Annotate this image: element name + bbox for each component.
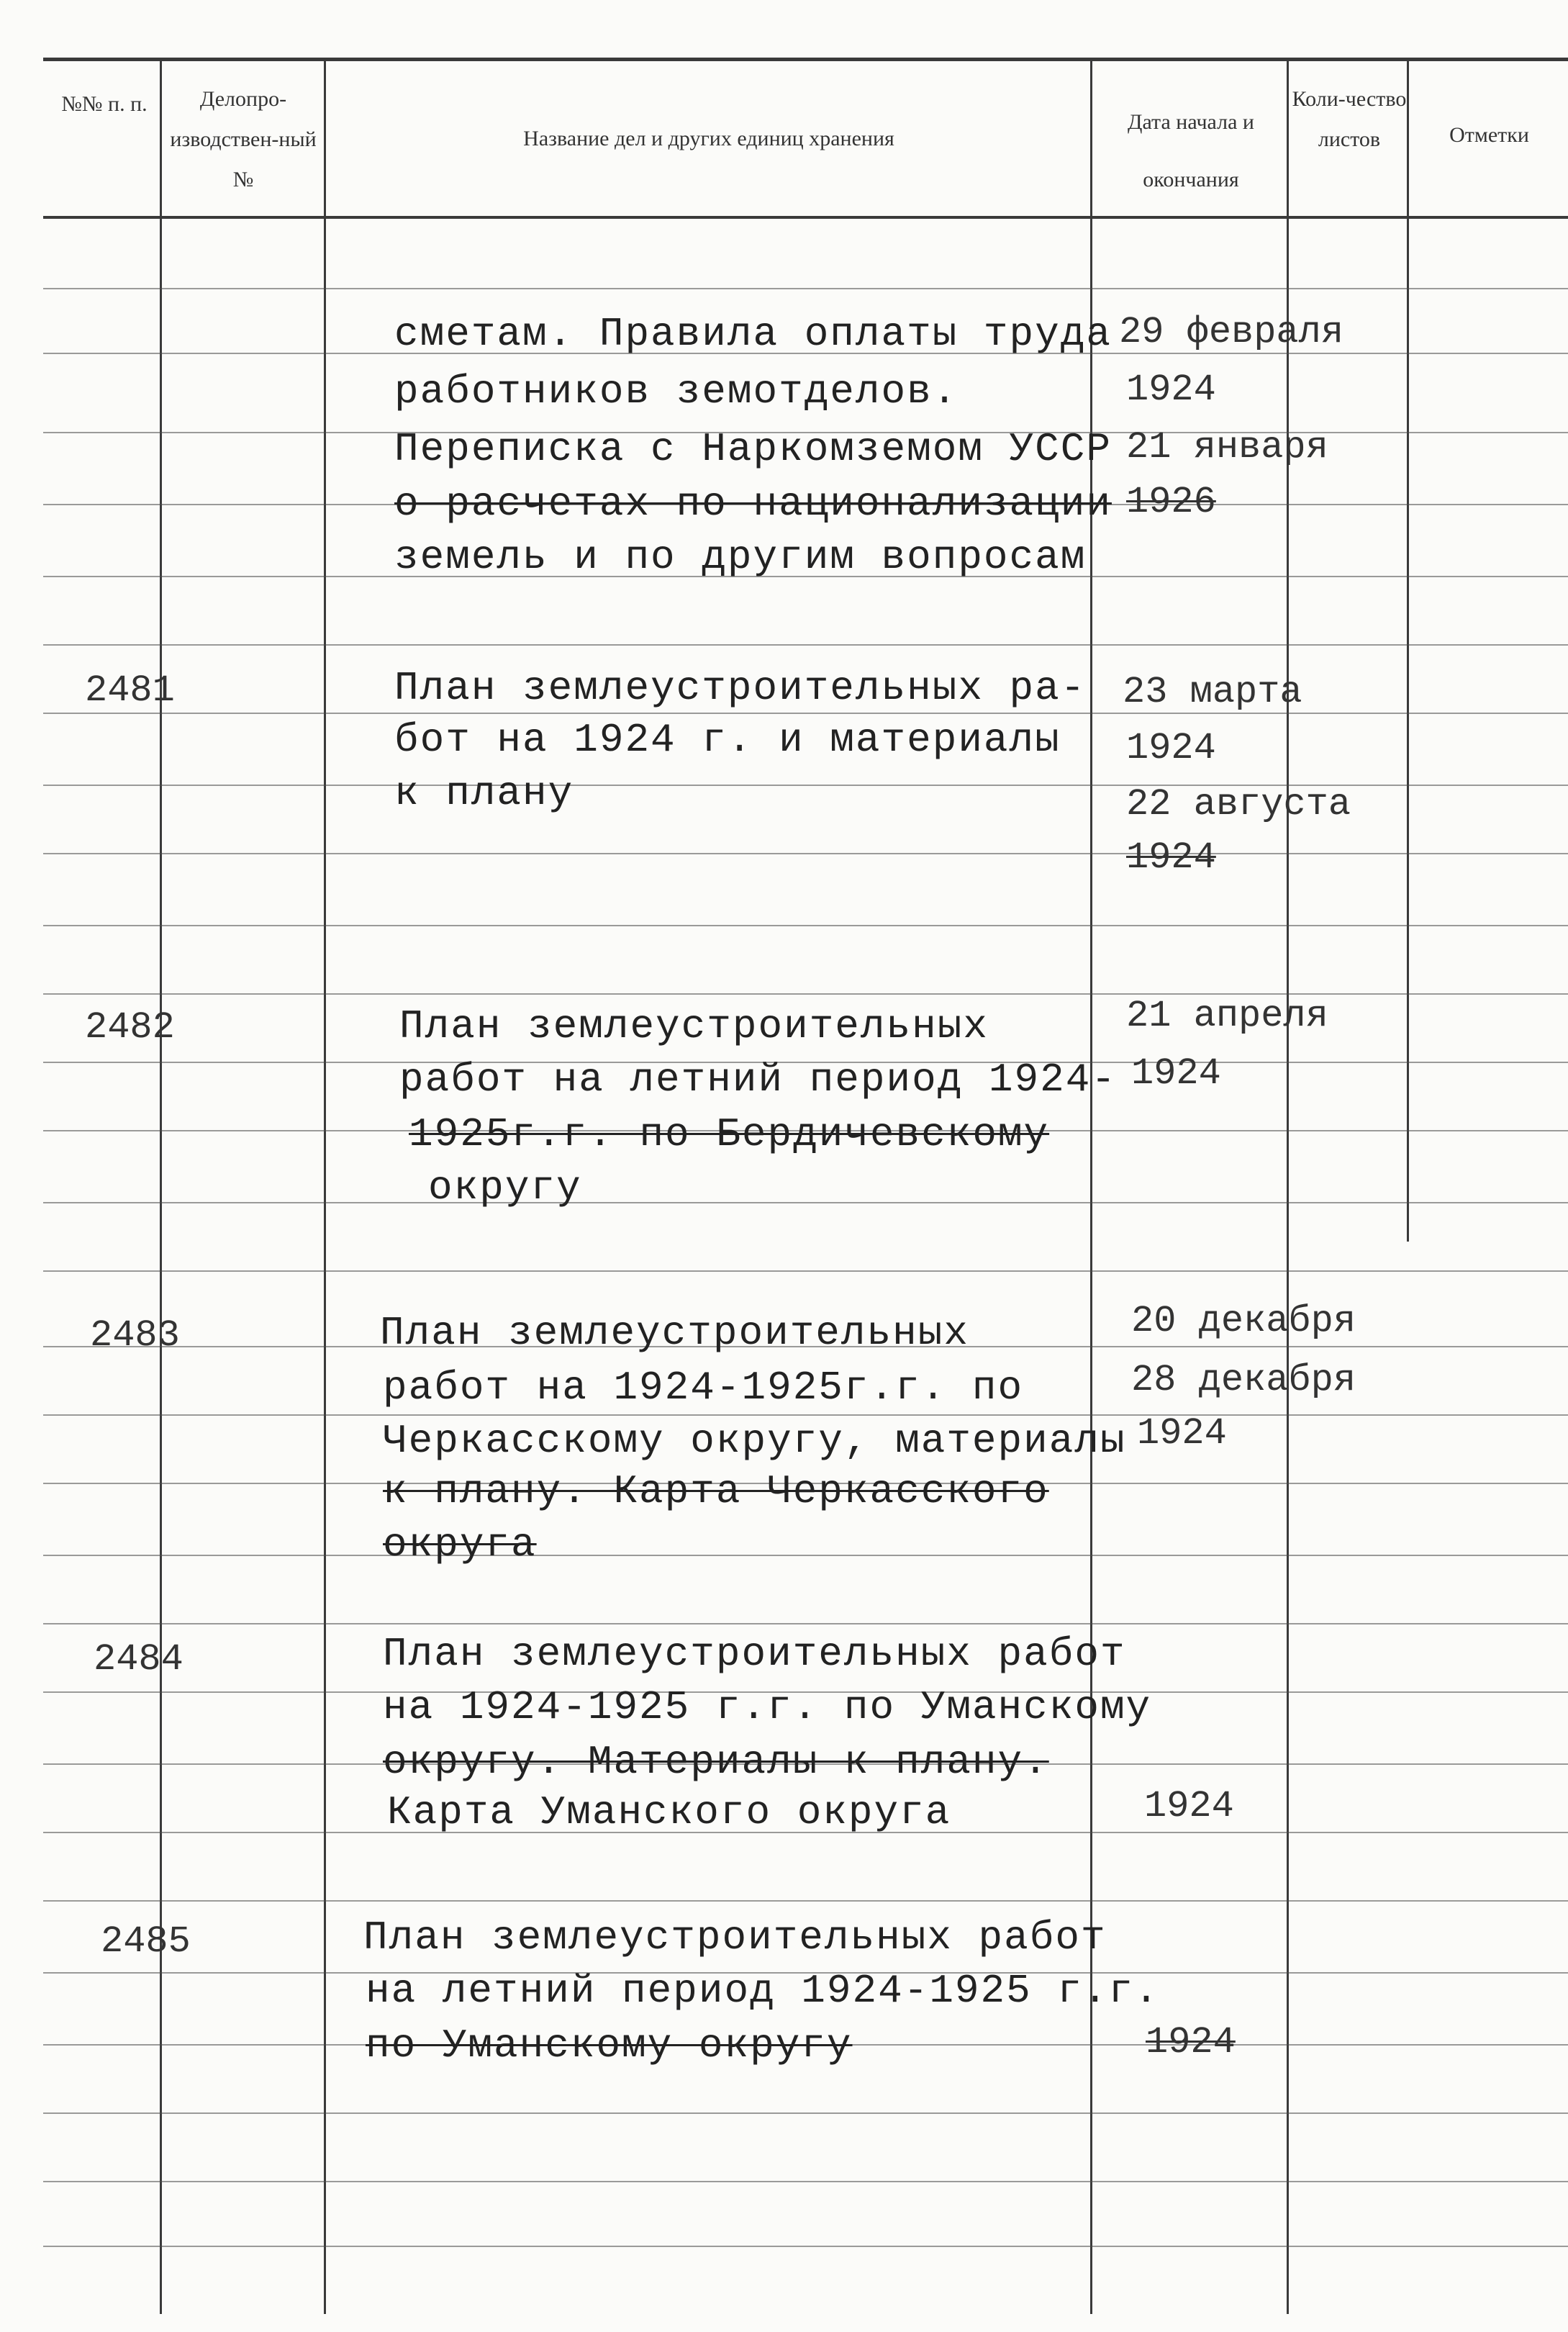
date-line: 22 августа — [1126, 783, 1351, 826]
ruled-line — [43, 2246, 1568, 2247]
date-line: 28 декабря — [1131, 1359, 1356, 1401]
item-number: 2483 — [90, 1314, 180, 1357]
date-line: 1924 — [1126, 727, 1216, 769]
header-top-rule — [43, 58, 1568, 61]
date-line: 1924 — [1126, 369, 1216, 411]
date-line: 20 декабря — [1131, 1300, 1356, 1342]
title-line: Черкасскому округу, материалы — [383, 1418, 1126, 1464]
title-line: земель и по другим вопросам — [394, 534, 1087, 580]
title-line: работ на летний период 1924- — [399, 1057, 1117, 1103]
date-line: 1924 — [1144, 1785, 1234, 1827]
ruled-line — [43, 1900, 1568, 1902]
col-divider-4 — [1287, 61, 1289, 2314]
ruled-line — [43, 853, 1568, 854]
date-line: 23 марта — [1123, 671, 1302, 713]
title-line: Переписка с Наркомземом УССР — [394, 426, 1112, 472]
ruled-line — [43, 713, 1568, 714]
title-line: к плану — [394, 770, 574, 816]
title-line: План землеустроительных — [399, 1003, 989, 1049]
ruled-line — [43, 1623, 1568, 1624]
header-bottom-rule — [43, 216, 1568, 219]
header-dates: Дата начала и окончания — [1128, 110, 1254, 191]
ruled-line — [43, 925, 1568, 926]
item-number: 2484 — [94, 1638, 183, 1681]
date-line: 1924 — [1137, 1412, 1227, 1455]
ruled-line — [43, 2112, 1568, 2114]
title-line: о расчетах по национализации — [394, 481, 1112, 527]
col-divider-1 — [160, 61, 162, 2314]
title-line: План землеустроительных работ — [363, 1915, 1107, 1961]
title-line: к плану. Карта Черкасского — [383, 1468, 1049, 1514]
ruled-line — [43, 1270, 1568, 1272]
ruled-line — [43, 1414, 1568, 1416]
item-number: 2482 — [85, 1006, 175, 1049]
title-line: План землеустроительных ра- — [394, 665, 1087, 711]
header-title: Название дел и других единиц хранения — [523, 127, 894, 150]
ruled-line — [43, 644, 1568, 646]
title-line: бот на 1924 г. и материалы — [394, 717, 1061, 763]
date-line: 1926 — [1126, 481, 1216, 523]
title-line: сметам. Правила оплаты труда — [394, 311, 1112, 357]
title-line: работников земотделов. — [394, 369, 959, 415]
ruled-line — [43, 1555, 1568, 1556]
title-line: на 1924-1925 г.г. по Уманскому — [383, 1684, 1152, 1730]
ruled-line — [43, 993, 1568, 995]
ruled-line — [43, 1202, 1568, 1203]
title-line: на летний период 1924-1925 г.г. — [366, 1968, 1160, 2014]
ruled-line — [43, 2181, 1568, 2182]
header-notes: Отметки — [1449, 123, 1529, 147]
title-line: работ на 1924-1925г.г. по — [383, 1365, 1024, 1411]
ruled-line — [43, 288, 1568, 289]
title-line: План землеустроительных — [380, 1310, 969, 1356]
title-line: по Уманскому округу — [366, 2023, 853, 2069]
header-num: №№ п. п. — [61, 92, 148, 116]
date-line: 1924 — [1146, 2021, 1236, 2064]
col-divider-5 — [1407, 61, 1409, 1242]
title-line: округу. Материалы к плану. — [383, 1739, 1049, 1785]
date-line: 29 февраля — [1119, 311, 1344, 353]
date-line: 21 января — [1126, 426, 1328, 469]
col-divider-2 — [324, 61, 326, 2314]
header-office-num: Делопро-изводствен-ный № — [170, 87, 317, 191]
title-line: План землеустроительных работ — [383, 1631, 1126, 1677]
title-line: округу — [428, 1165, 582, 1211]
item-number: 2485 — [101, 1920, 191, 1963]
title-line: округа — [383, 1522, 537, 1568]
title-line: 1925г.г. по Бердичевскому — [409, 1111, 1050, 1157]
header-sheets: Коли-чество листов — [1292, 87, 1407, 151]
date-line: 1924 — [1131, 1052, 1221, 1095]
item-number: 2481 — [85, 669, 175, 712]
date-line: 1924 — [1126, 836, 1216, 879]
title-line: Карта Уманского округа — [387, 1789, 951, 1835]
date-line: 21 апреля — [1126, 995, 1328, 1037]
